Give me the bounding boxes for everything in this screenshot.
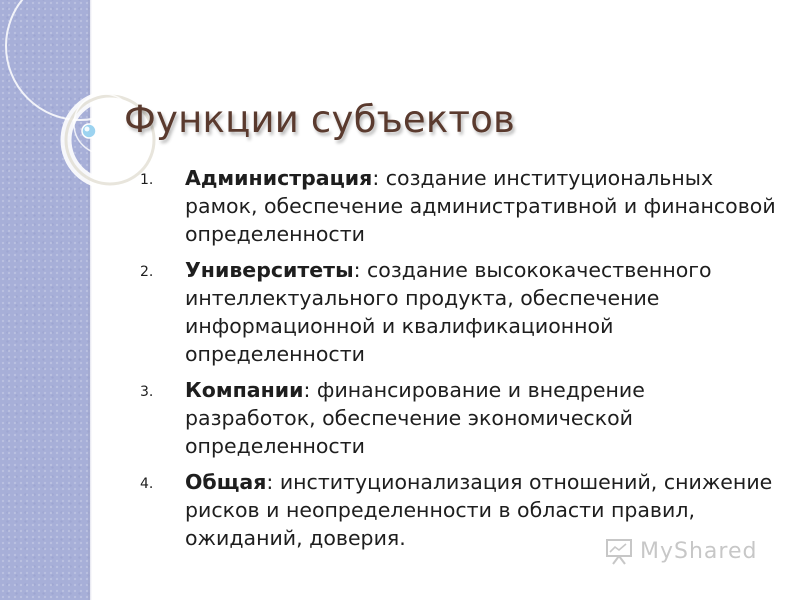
bead-highlight [85, 127, 90, 132]
item-text: : создание высококачественного интеллектуального продукта, обеспечение информационной и квалификационной определенности [185, 258, 712, 366]
list-item [140, 164, 780, 248]
list-item [140, 256, 780, 368]
item-number: 3. [140, 384, 154, 400]
item-term: Компании [185, 378, 304, 402]
slide-title: Функции субъектов [124, 98, 516, 141]
item-text: : финансирование и внедрение разработок, обеспечение экономической определенности [185, 378, 645, 458]
item-term: Общая [185, 470, 267, 494]
item-text: : институционализация отношений, снижение рисков и неопределенности в области правил, ожиданий, доверия. [185, 470, 773, 550]
functions-list [140, 164, 780, 560]
item-number: 2. [140, 264, 154, 280]
item-term: Администрация [185, 166, 373, 190]
list-item [140, 376, 780, 460]
item-number: 4. [140, 476, 154, 492]
item-term: Университеты [185, 258, 354, 282]
presentation-board-icon [604, 536, 634, 566]
glossy-bead [82, 124, 96, 138]
watermark-text: MyShared [640, 538, 758, 564]
watermark [604, 536, 757, 566]
item-number: 1. [140, 172, 154, 188]
item-text: : создание институциональных рамок, обеспечение административной и финансовой определенности [185, 166, 776, 246]
